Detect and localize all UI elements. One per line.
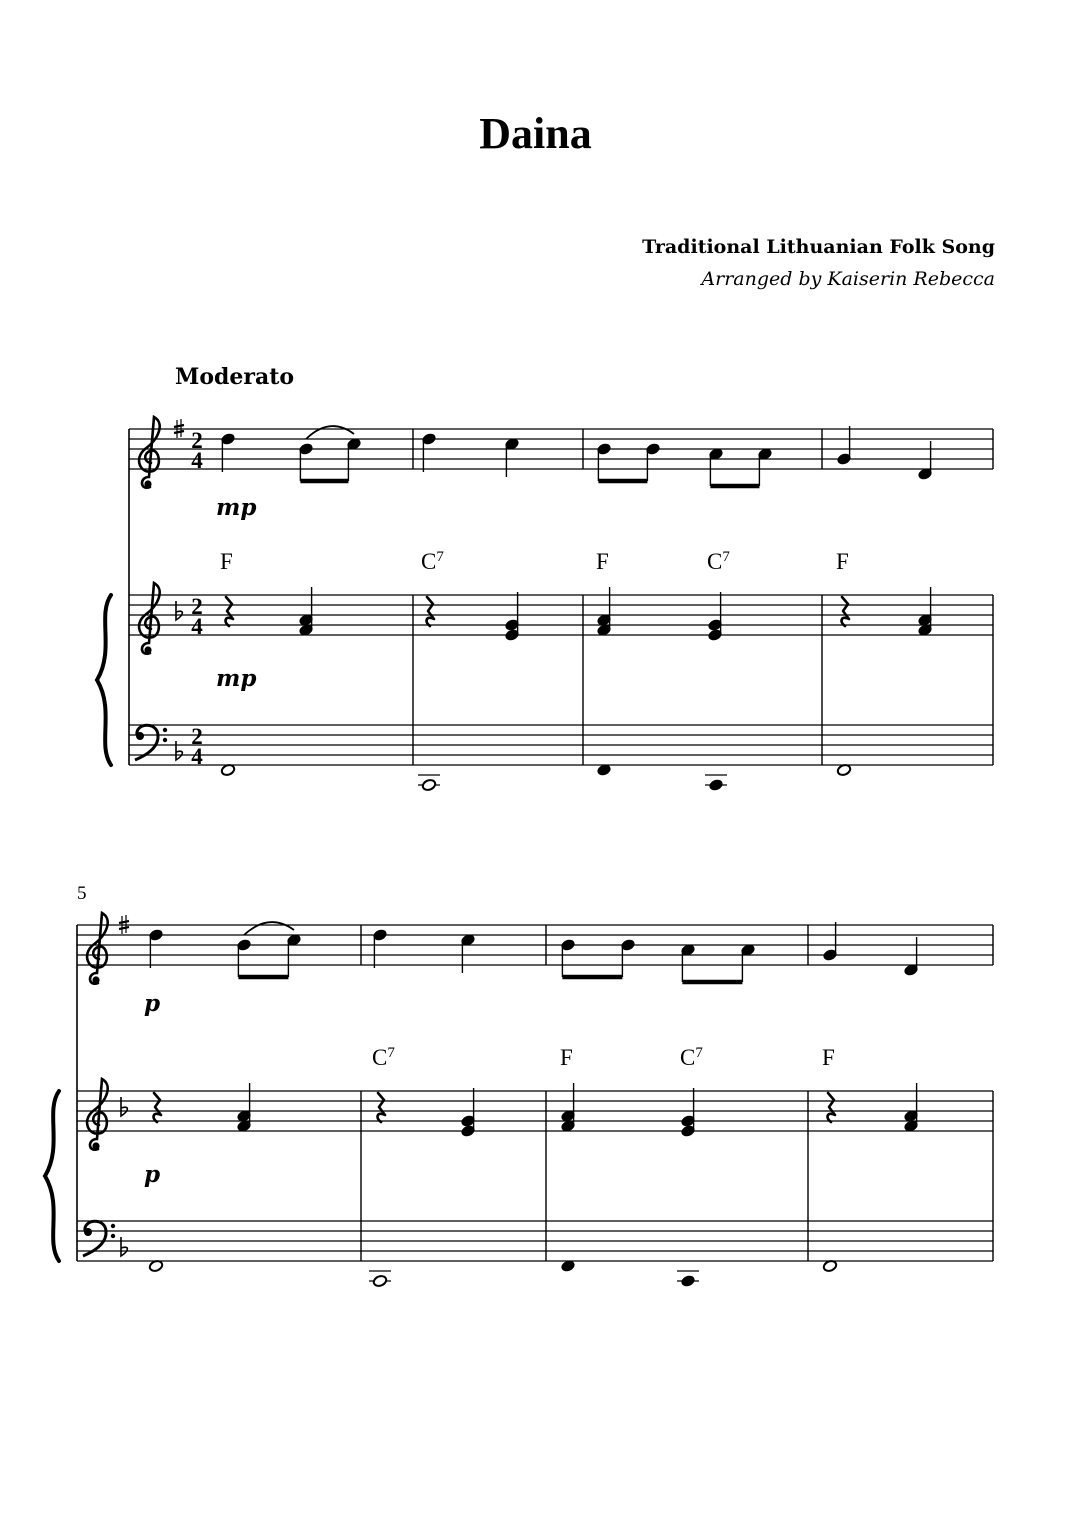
slur xyxy=(306,426,354,439)
treble-clef-dot xyxy=(92,976,99,983)
quarter-rest xyxy=(828,1093,835,1122)
quarter-rest xyxy=(427,597,434,626)
flat-sign xyxy=(121,1097,127,1116)
sharp-sign xyxy=(119,927,129,929)
time-signature-numerator: 2 xyxy=(191,428,203,453)
treble-clef xyxy=(87,1079,108,1150)
time-signature-denominator: 4 xyxy=(191,614,203,639)
flat-sign xyxy=(176,601,182,620)
treble-clef-dot xyxy=(92,1142,99,1149)
bass-clef-dot xyxy=(163,738,167,742)
dynamic-marking: p xyxy=(144,1161,161,1188)
sharp-sign xyxy=(119,921,129,923)
treble-clef xyxy=(139,417,160,488)
chord-symbol: F xyxy=(596,549,609,574)
dynamic-marking: mp xyxy=(216,665,257,692)
composer-credit: Traditional Lithuanian Folk Song xyxy=(642,236,995,258)
time-signature-numerator: 2 xyxy=(191,594,203,619)
quarter-rest xyxy=(226,597,233,626)
arranger-credit: Arranged by Kaiserin Rebecca xyxy=(701,268,995,290)
time-signature-denominator: 4 xyxy=(191,448,203,473)
flat-sign xyxy=(121,1237,127,1256)
slur xyxy=(244,922,294,935)
tempo-marking: Moderato xyxy=(175,364,295,390)
chord-symbol: F xyxy=(560,1045,573,1070)
chord-symbol: F xyxy=(836,549,849,574)
sharp-sign xyxy=(174,425,184,427)
chord-symbol: F xyxy=(220,549,233,574)
quarter-rest xyxy=(378,1093,385,1122)
bass-clef-dot xyxy=(136,732,144,740)
dynamic-marking: p xyxy=(144,990,161,1017)
piano-lh-note xyxy=(421,778,436,791)
measure-number: 5 xyxy=(77,883,87,904)
chord-symbol: $C^7$ xyxy=(707,549,730,574)
flat-sign xyxy=(176,741,182,760)
quarter-rest xyxy=(154,1093,161,1122)
chord-symbol: $C^7$ xyxy=(421,549,444,574)
time-signature-denominator: 4 xyxy=(191,744,203,769)
piano-brace xyxy=(45,1091,59,1261)
piano-lh-note xyxy=(680,1274,695,1287)
chord-symbol: $C^7$ xyxy=(372,1045,395,1070)
bass-clef-dot xyxy=(111,1224,115,1228)
song-title: Daina xyxy=(479,109,592,158)
piano-lh-note xyxy=(372,1274,387,1287)
time-signature-numerator: 2 xyxy=(191,724,203,749)
piano-brace xyxy=(97,595,111,765)
treble-clef xyxy=(87,913,108,984)
treble-clef xyxy=(139,583,160,654)
bass-clef-dot xyxy=(111,1234,115,1238)
dynamic-marking: mp xyxy=(216,494,257,521)
sharp-sign xyxy=(174,431,184,433)
treble-clef-dot xyxy=(144,480,151,487)
piano-lh-note xyxy=(708,778,723,791)
bass-clef-dot xyxy=(84,1228,92,1236)
chord-symbol: $C^7$ xyxy=(680,1045,703,1070)
chord-symbol: F xyxy=(822,1045,835,1070)
bass-clef-dot xyxy=(163,728,167,732)
treble-clef-dot xyxy=(144,646,151,653)
quarter-rest xyxy=(842,597,849,626)
